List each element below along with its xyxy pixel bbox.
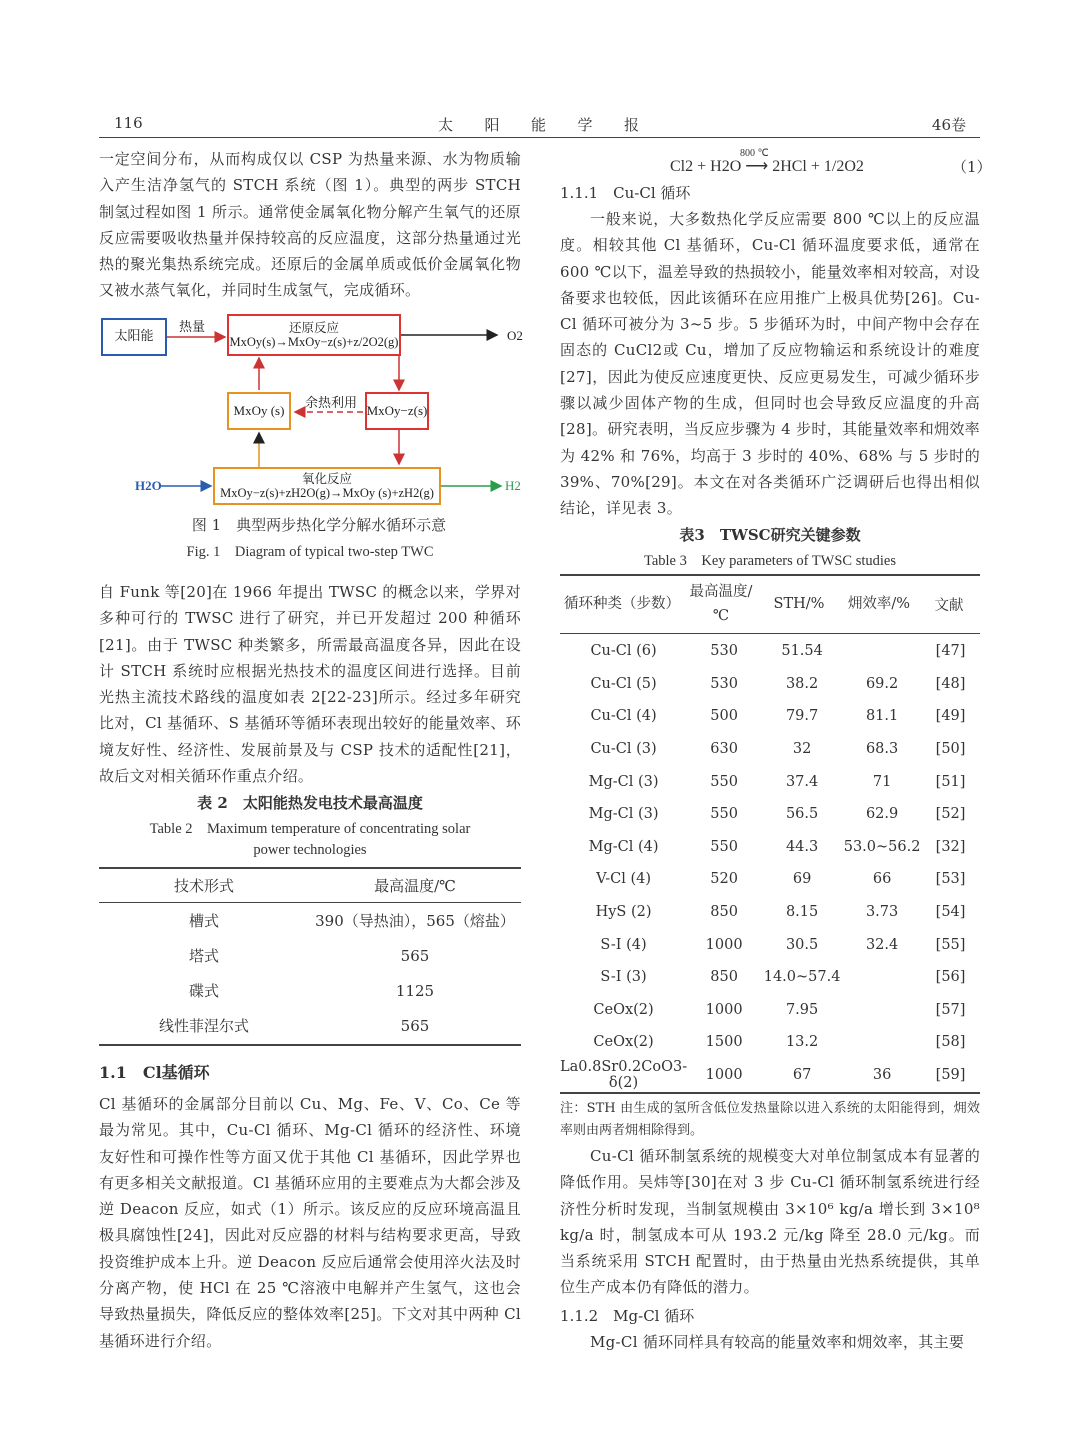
table-cell: Cu-Cl (4) (590, 708, 657, 725)
figure-1-caption-en: Fig. 1 Diagram of typical two-step TWC (186, 544, 434, 560)
table-cell: 390（导热油），565（熔盐） (315, 912, 515, 930)
table-2-caption-cn: 表 2 太阳能热发电技术最高温度 (197, 794, 423, 812)
table-cell: 32 (792, 741, 812, 758)
table-row (560, 668, 980, 701)
table-cell: 630 (710, 741, 738, 758)
h2-label: H2 (505, 478, 521, 493)
table-cell: 1000 (705, 936, 743, 953)
table-cell: [54] (935, 904, 966, 921)
table-cell: [57] (935, 1001, 966, 1018)
table-cell: [50] (935, 741, 966, 758)
table-cell: 66 (872, 871, 892, 888)
table-cell: [59] (935, 1067, 966, 1084)
table-cell: CeOx(2) (593, 1001, 654, 1018)
table-cell: 8.15 (785, 904, 819, 921)
table-2-header: 最高温度/℃ (374, 876, 456, 895)
table-cell: 71 (872, 773, 892, 790)
table-3-note: 注：STH 由生成的氢所含低位发热量除以进入系统的太阳能得到，㶲效率则由两者㶲相除得到。 (560, 1101, 980, 1138)
table-row (560, 928, 980, 961)
volume: 46卷 (931, 116, 966, 134)
table-3-caption-cn: 表3 TWSC研究关键参数 (679, 526, 861, 544)
heat-label: 热量 (179, 320, 206, 335)
table-cell: 36 (872, 1067, 892, 1084)
table-row (560, 896, 980, 929)
page-number: 116 (114, 114, 143, 132)
table-row (560, 994, 980, 1027)
table-3-head (560, 576, 980, 632)
table-row (560, 798, 980, 831)
o2-label: O2 (507, 328, 523, 343)
left-paragraph-2: 自 Funk 等[20]在 1966 年提出 TWSC 的概念以来，学界对多种可行的 TWSC 进行了研究，并已开发超过 200 种循环[21]。由于 TWSC 种类繁多，所需最高温度各异，因此在设计 STCH 系统时应根据光热技术的温度区间进行选择。目前光热主流技术路线的温度如表 2[22-23]所示。经过多年研究比对，Cl 基循环、S 基循环等循环表现出较好的能量效率、环境友好性、经济性、发展前景及与 CSP 技术的适配性[21]，故后文对相关循环作重点介绍。 (99, 583, 521, 786)
table-cell: [51] (935, 773, 966, 790)
table-cell: La0.8Sr0.2CoO3-δ(2) (560, 1059, 688, 1092)
table-cell: Mg-Cl (3) (588, 806, 659, 823)
table-cell: Cu-Cl (6) (590, 643, 657, 660)
equation-text: Cl2 + H2O ⟶ 2HCl + 1/2O2 (670, 158, 864, 175)
table-cell: 520 (710, 871, 738, 888)
table-row (560, 733, 980, 766)
table-cell: 565 (400, 1016, 430, 1035)
equation-1 (670, 156, 864, 176)
oxidation-equation: MxOy−z(s)+zH2O(g)→MxOy (s)+zH2(g) (220, 486, 434, 500)
table-cell: [47] (935, 643, 966, 660)
table-cell: 32.4 (865, 936, 899, 953)
right-paragraph-1: 一般来说，大多数热化学反应需要 800 ℃以上的反应温度。相较其他 Cl 基循环，Cu-Cl 循环温度要求低，通常在 600 ℃以下，温差导致的热损较小，能量效率相对较高，对设备要求也较低，因此该循环在应用推广上极具优势[26]。Cu-Cl 循环可被分为 3~5 步。5 步循环为时，中间产物中会存在固态的 CuCl2或 Cu，增加了反应物输运和系统设计的难度[27]，因此为使反应速度更快、反应更易发生，可减少循环步骤以减少固体产物的生成，但同时也会导致反应温度的升高[28]。研究表明，当反应步骤为 4 步时，其能量效率和㶲效率为 42% 和 76%，均高于 3 步时的 40%、68% 与 5 步时的 39%、70%[29]。本文在对各类循环广泛调研后也得出相似结论，详见表 3。 (560, 210, 980, 518)
table-cell (843, 994, 921, 1027)
table-cell: Cu-Cl (3) (590, 741, 657, 758)
table-3-caption-en: Table 3 Key parameters of TWSC studies (643, 553, 896, 569)
table-cell: Mg-Cl (4) (588, 838, 659, 855)
table-cell: 14.0~57.4 (763, 969, 841, 986)
table-3-header: STH/% (773, 596, 825, 612)
left-paragraph-1: 一定空间分布，从而构成仅以 CSP 为热量来源、水为物质输入产生洁净氢气的 STCH 系统（图 1）。典型的两步 STCH 制氢过程如图 1 所示。通常使金属氧化物分解产生氧气的还原反应需要吸收热量并保持较高的反应温度，这部分热量通过光热的聚光集热系统完成。还原后的金属单质或低价金属氧化物又被水蒸气氧化，并同时生成氢气，完成循环。 (99, 150, 521, 300)
table-3-header: 循环种类（步数） (564, 596, 680, 612)
table-3-body (560, 635, 980, 1091)
table-cell: 850 (710, 969, 738, 986)
table-cell: 1000 (705, 1001, 743, 1018)
table-cell: S-I (4) (600, 936, 647, 953)
table-2-header: 技术形式 (173, 876, 234, 895)
table-cell: 850 (710, 904, 738, 921)
table-row (99, 1008, 521, 1043)
reduced-oxide-box: MxOy−z(s) (365, 392, 429, 430)
table-2-header-row (99, 868, 521, 902)
table-cell: 38.2 (785, 675, 819, 692)
table-cell: 塔式 (188, 947, 219, 965)
table-cell: 56.5 (785, 806, 819, 823)
table-cell: [53] (935, 871, 966, 888)
oxidation-label: 氧化反应 (301, 471, 352, 486)
table-cell: 550 (710, 838, 738, 855)
table-row (560, 1059, 980, 1092)
table-row (560, 831, 980, 864)
table-cell: Mg-Cl (3) (588, 773, 659, 790)
table-cell: 565 (400, 946, 430, 965)
table-cell: 550 (710, 806, 738, 823)
table-cell: CeOx(2) (593, 1034, 654, 1051)
table-cell: 550 (710, 773, 738, 790)
table-cell: 线性菲涅尔式 (158, 1017, 249, 1035)
table-row (99, 938, 521, 973)
table-cell: [52] (935, 806, 966, 823)
table-row (99, 903, 521, 938)
table-cell: 37.4 (785, 773, 819, 790)
table-2-bottom-rule (99, 1044, 521, 1046)
table-row (560, 700, 980, 733)
table-3-bottom-rule (560, 1092, 980, 1094)
table-cell: 1500 (705, 1034, 743, 1051)
table-cell: [32] (935, 838, 966, 855)
table-cell: 1125 (395, 981, 435, 1000)
table-cell: 碟式 (188, 982, 219, 1000)
table-cell: 530 (710, 643, 738, 660)
table-cell (843, 961, 921, 994)
table-cell: 44.3 (785, 838, 819, 855)
table-cell: 62.9 (865, 806, 899, 823)
equation-condition: 800 ℃ (740, 148, 769, 159)
table-cell (843, 1026, 921, 1059)
table-cell: 1000 (705, 1067, 743, 1084)
table-cell: 69.2 (865, 675, 899, 692)
table-cell: 500 (710, 708, 738, 725)
table-cell: Cu-Cl (5) (590, 675, 657, 692)
table-cell: [55] (935, 936, 966, 953)
table-cell: 7.95 (785, 1001, 819, 1018)
subsection-1: 1.1.1 Cu-Cl 循环 (560, 184, 691, 202)
table-cell: 79.7 (785, 708, 819, 725)
table-row (560, 961, 980, 994)
table-row (560, 635, 980, 668)
table-2-body (99, 903, 521, 1043)
table-3-header-row (560, 576, 980, 632)
section-heading: 1.1 Cl基循环 (99, 1063, 210, 1082)
table-cell: 13.2 (785, 1034, 819, 1051)
table-cell (843, 635, 921, 668)
table-cell: [58] (935, 1034, 966, 1051)
figure-1-caption-cn: 图 1 典型两步热化学分解水循环示意 (191, 516, 447, 534)
metal-oxide-box: MxOy (s) (227, 392, 291, 430)
table-cell: [49] (935, 708, 966, 725)
table-row (560, 1026, 980, 1059)
table-row (560, 765, 980, 798)
table-row (99, 973, 521, 1008)
table-cell: 3.73 (865, 904, 899, 921)
table-3-header-rule (560, 633, 980, 634)
table-cell: [48] (935, 675, 966, 692)
table-cell: HyS (2) (595, 904, 652, 921)
table-2 (99, 868, 521, 902)
table-cell: 81.1 (865, 708, 899, 725)
h2o-label: H2O (135, 478, 162, 493)
table-3-header: 文献 (934, 597, 964, 614)
table-3-header: 最高温度/℃ (689, 584, 753, 624)
table-cell: [56] (935, 969, 966, 986)
table-cell: 530 (710, 675, 738, 692)
equation-number: （1） (952, 158, 992, 176)
reduction-label: 还原反应 (288, 320, 339, 335)
left-paragraph-3: Cl 基循环的金属部分目前以 Cu、Mg、Fe、V、Co、Ce 等最为常见。其中，Cu-Cl 循环、Mg-Cl 循环的经济性、环境友好性和可操作性等方面又优于其他 Cl 基循环，因此学界也有更多相关文献报道。Cl 基循环应用的主要难点为大都会涉及逆 Deacon 反应，如式（1）所示。该反应的反应环境高温且极具腐蚀性[24]，因此对反应器的材料与结构要求更高，导致投资维护成本上升。逆 Deacon 反应后通常会使用淬火法及时分离产物，使 HCl 在 25 ℃溶液中电解并产生氢气，这也会导致热量损失，降低反应的整体效率[25]。下文对其中两种 Cl 基循环进行介绍。 (99, 1095, 521, 1350)
waste-heat-label: 余热利用 (305, 396, 358, 411)
table-2-caption-en-2: power technologies (253, 842, 367, 858)
table-cell: 67 (792, 1067, 812, 1084)
right-paragraph-3: Mg-Cl 循环同样具有较高的能量效率和㶲效率，其主要 (590, 1333, 965, 1351)
header-rule (99, 137, 980, 138)
subsection-2: 1.1.2 Mg-Cl 循环 (560, 1307, 695, 1325)
table-3-header: 㶲效率/% (847, 596, 911, 612)
table-cell: 30.5 (785, 936, 819, 953)
table-row (560, 863, 980, 896)
table-cell: 69 (792, 871, 812, 888)
table-2-caption-en-1: Table 2 Maximum temperature of concentrating solar (149, 821, 471, 837)
journal-title: 太 阳 能 学 报 (438, 116, 640, 134)
solar-box: 太阳能 (101, 318, 167, 356)
reduction-equation: MxOy(s)→MxOy−z(s)+z/2O2(g) (229, 335, 399, 349)
table-cell: 槽式 (188, 912, 219, 930)
figure-1 (99, 312, 529, 512)
table-cell: 68.3 (865, 741, 899, 758)
table-cell: S-I (3) (600, 969, 647, 986)
oxidation-box (213, 467, 441, 505)
right-paragraph-2: Cu-Cl 循环制氢系统的规模变大对单位制氢成本有显著的降低作用。吴炜等[30]在对 3 步 Cu-Cl 循环制氢系统进行经济性分析时发现，当制氢规模由 3×10⁶ kg/a 增长到 3×10⁸ kg/a 时，制氢成本可从 193.2 元/kg 降至 28.0 元/kg。而当系统采用 STCH 配置时，由于热量由光热系统提供，其单位生产成本仍有降低的潜力。 (560, 1147, 980, 1297)
table-cell: 53.0~56.2 (843, 838, 921, 855)
reduction-box (227, 314, 401, 356)
table-cell: 51.54 (781, 643, 823, 660)
table-cell: V-Cl (4) (596, 871, 652, 888)
